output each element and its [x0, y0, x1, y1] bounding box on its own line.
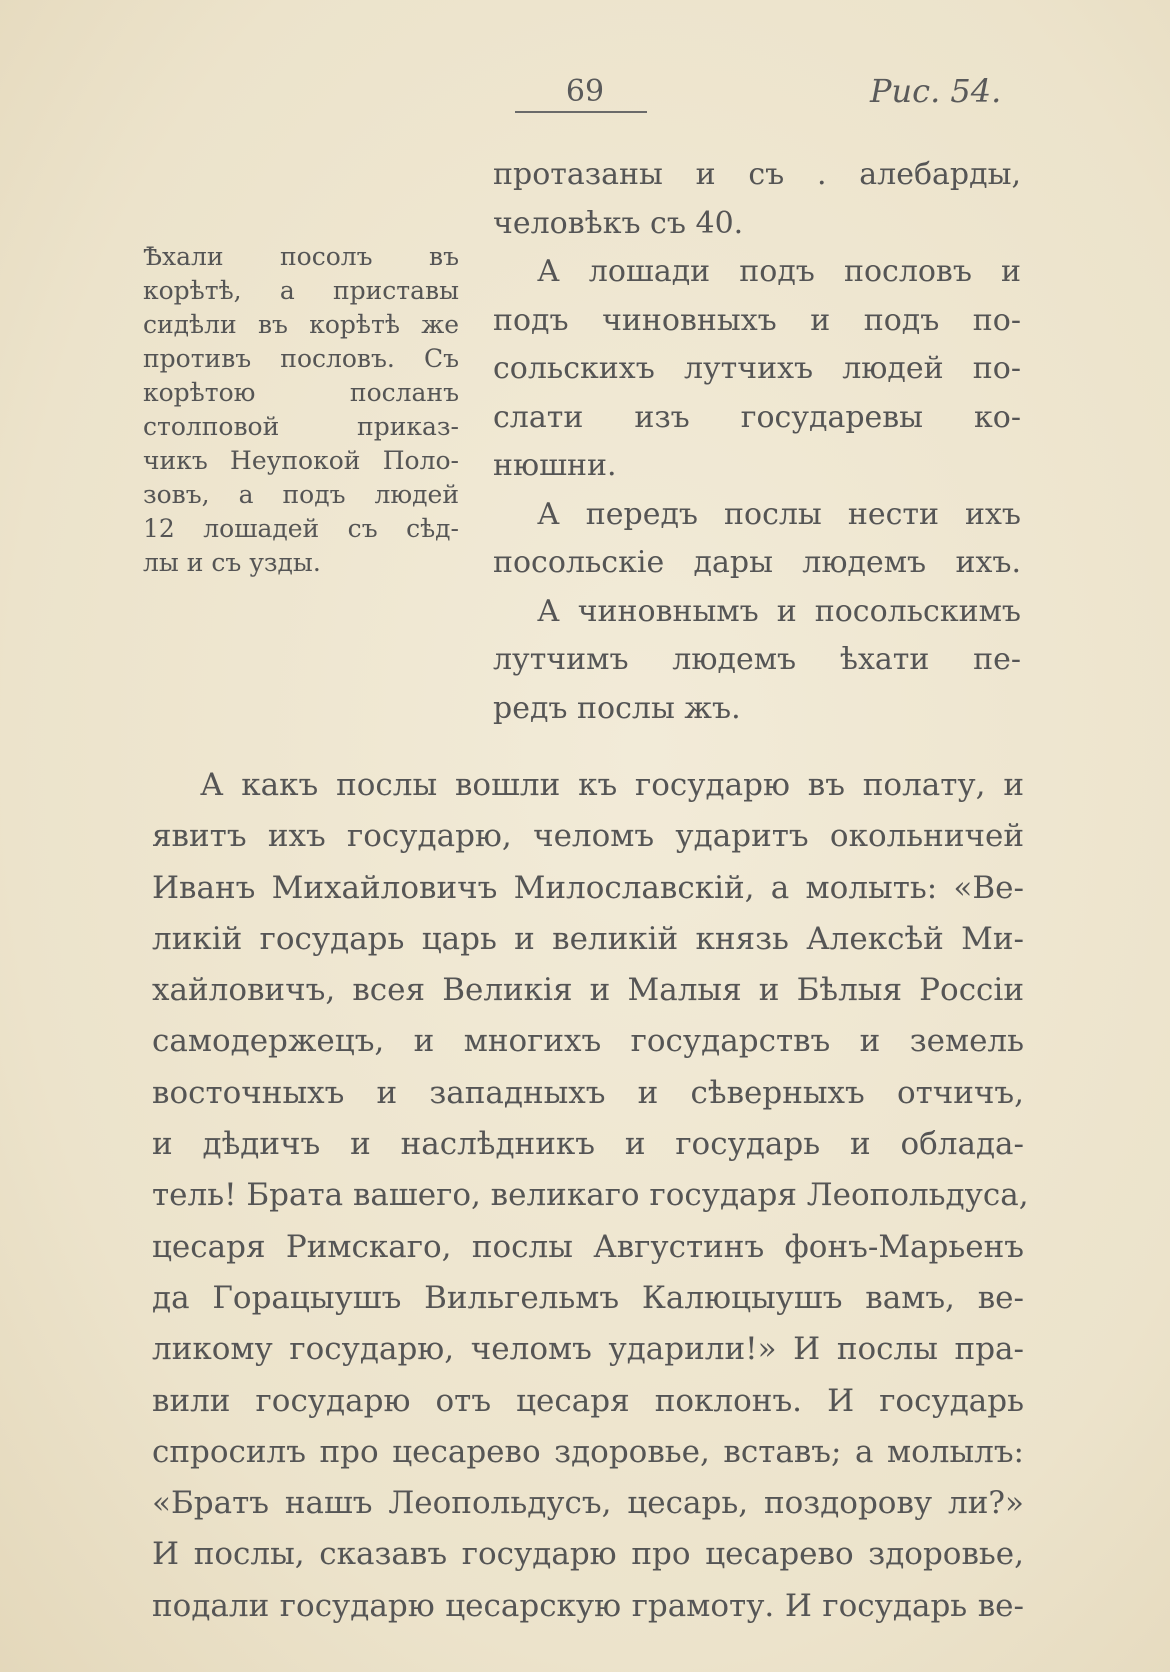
- main-text-line: Иванъ Михайловичъ Милославскій, а молыть: «Ве-: [152, 869, 1024, 906]
- main-text-line: восточныхъ и западныхъ и сѣверныхъ отчичъ,: [152, 1074, 1024, 1111]
- right-column-line: посольскіе дары людемъ ихъ.: [493, 545, 1021, 580]
- figure-label: Рис. 54.: [870, 72, 1002, 110]
- main-text-line: И послы, сказавъ государю про цесарево здоровье,: [152, 1536, 1024, 1573]
- right-column-line: подъ чиновныхъ и подъ по-: [493, 302, 1021, 338]
- main-text-line: А какъ послы вошли къ государю въ полату, и: [200, 767, 1024, 803]
- main-text-line: вили государю отъ цесаря поклонъ. И государь: [152, 1382, 1024, 1419]
- sidenote-line: противъ пословъ. Съ: [143, 344, 459, 373]
- main-text-line: хайловичъ, всея Великія и Малыя и Бѣлыя Россіи: [152, 972, 1024, 1009]
- main-text: [152, 760, 1029, 1632]
- main-text-line: ликій государь царь и великій князь Алексѣй Ми-: [152, 920, 1024, 957]
- sidenote-line: лы и съ узды.: [143, 548, 321, 577]
- sidenote-line: Ѣхали посолъ въ: [143, 242, 459, 271]
- sidenote-line: столповой приказ-: [143, 412, 459, 441]
- sidenote-line: зовъ, а подъ людей: [143, 480, 459, 509]
- sidenote: [143, 240, 459, 580]
- main-text-line: тель! Брата вашего, великаго государя Леопольдуса,: [152, 1177, 1029, 1214]
- sidenote-line: сидѣли въ корѣтѣ же: [143, 310, 459, 339]
- right-column-line: редъ послы жъ.: [493, 690, 741, 726]
- main-text-line: и дѣдичъ и наслѣдникъ и государь и облада-: [152, 1126, 1024, 1163]
- page-number: 69: [565, 74, 605, 109]
- main-text-line: да Горацыушъ Вильгельмъ Калюцыушъ вамъ, ве-: [152, 1279, 1024, 1316]
- right-column-line: лутчимъ людемъ ѣхати пе-: [493, 642, 1021, 677]
- right-column-line: слати изъ государевы ко-: [493, 399, 1021, 435]
- right-column-line: А чиновнымъ и посольскимъ: [537, 593, 1021, 629]
- page-number-rule: [515, 111, 647, 113]
- main-text-line: ликому государю, челомъ ударили!» И послы пра-: [152, 1331, 1024, 1368]
- right-column-line: А лошади подъ пословъ и: [537, 254, 1021, 289]
- right-column-line: человѣкъ съ 40.: [493, 205, 744, 241]
- right-column-line: нюшни.: [493, 448, 617, 483]
- right-column-line: А передъ послы нести ихъ: [537, 496, 1021, 532]
- main-text-line: подали государю цесарскую грамоту. И государь ве-: [152, 1587, 1024, 1624]
- sidenote-line: корѣтою посланъ: [143, 378, 459, 407]
- sidenote-line: 12 лошадей съ сѣд-: [143, 514, 459, 543]
- sidenote-line: корѣтѣ, а приставы: [143, 276, 459, 305]
- main-text-line: самодержецъ, и многихъ государствъ и земель: [152, 1023, 1024, 1060]
- main-text-line: явитъ ихъ государю, челомъ ударитъ окольничей: [152, 818, 1024, 855]
- main-text-line: «Братъ нашъ Леопольдусъ, цесарь, поздорову ли?»: [152, 1485, 1024, 1522]
- sidenote-line: чикъ Неупокой Поло-: [143, 446, 459, 475]
- main-text-line: цесаря Римскаго, послы Августинъ фонъ-Марьенъ: [152, 1228, 1024, 1265]
- right-column-line: сольскихъ лутчихъ людей по-: [493, 351, 1021, 386]
- main-text-line: спросилъ про цесарево здоровье, вставъ; а молылъ:: [152, 1433, 1024, 1470]
- right-column-line: протазаны и съ . алебарды,: [493, 157, 1021, 192]
- right-column: [493, 151, 1021, 733]
